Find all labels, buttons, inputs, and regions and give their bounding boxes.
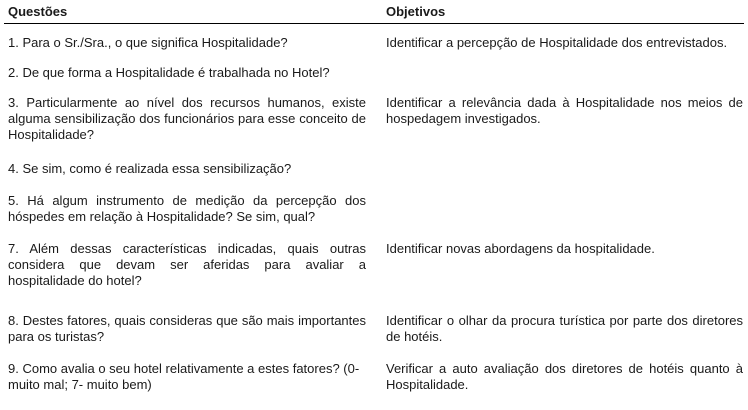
question-3: 3. Particularmente ao nível dos recursos humanos, existe alguma sensibilização dos funcionários para esse conceito de Hospitalidade? <box>8 95 366 142</box>
objective-3: Identificar novas abordagens da hospitalidade. <box>386 241 655 256</box>
question-8: 8. Destes fatores, quais consideras que são mais importantes para os turistas? <box>8 313 366 344</box>
question-9: 9. Como avalia o seu hotel relativamente a estes fatores? (0- muito mal; 7- muito bem) <box>8 361 360 392</box>
objective-1: Identificar a percepção de Hospitalidade dos entrevistados. <box>386 35 728 50</box>
objective-4: Identificar o olhar da procura turística por parte dos diretores de hotéis. <box>386 313 743 344</box>
question-1: 1. Para o Sr./Sra., o que significa Hospitalidade? <box>8 35 288 50</box>
objective-5: Verificar a auto avaliação dos diretores de hotéis quanto à Hospitalidade. <box>386 361 743 392</box>
header-questoes: Questões <box>8 4 68 19</box>
header-divider <box>4 23 744 24</box>
question-7: 7. Além dessas características indicadas, quais outras considera que devam ser aferidas para avaliar a hospitalidade do hotel? <box>8 241 366 288</box>
header-objetivos: Objetivos <box>386 4 446 19</box>
objective-2: Identificar a relevância dada à Hospitalidade nos meios de hospedagem investigados. <box>386 95 743 126</box>
question-5: 5. Há algum instrumento de medição da percepção dos hóspedes em relação à Hospitalidade? Se sim, qual? <box>8 193 366 224</box>
question-4: 4. Se sim, como é realizada essa sensibilização? <box>8 161 292 176</box>
question-2: 2. De que forma a Hospitalidade é trabalhada no Hotel? <box>8 65 330 80</box>
